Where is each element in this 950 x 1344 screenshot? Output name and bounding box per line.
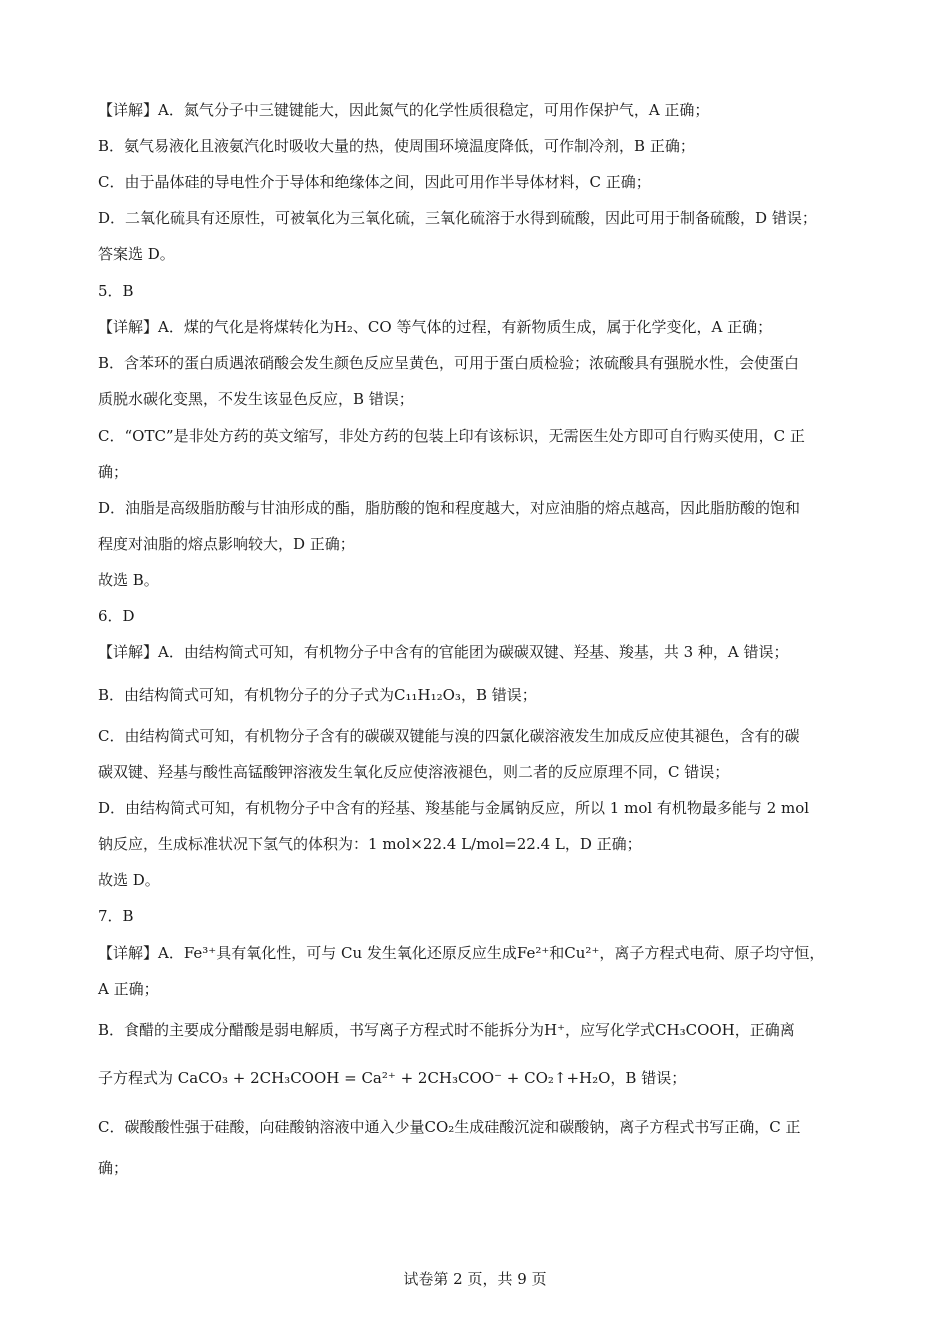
- text-line: D．二氧化硫具有还原性，可被氧化为三氧化硫，三氧化硫溶于水得到硫酸，因此可用于制备硫酸，D 错误；: [98, 209, 817, 227]
- text-line: 碳双键、羟基与酸性高锰酸钾溶液发生氧化反应使溶液褪色，则二者的反应原理不同，C 错误；: [98, 763, 730, 781]
- text-line: 确；: [98, 1159, 129, 1177]
- text-line: 【详解】A．煤的气化是将煤转化为H₂、CO 等气体的过程，有新物质生成，属于化学变化，A 正确；: [98, 318, 773, 336]
- text-line: 【详解】A．由结构简式可知，有机物分子中含有的官能团为碳碳双键、羟基、羧基，共 3 种，A 错误；: [98, 643, 789, 661]
- page-footer: 试卷第 2 页，共 9 页: [403, 1270, 547, 1288]
- text-line: 【详解】A．Fe³⁺具有氧化性，可与 Cu 发生氧化还原反应生成Fe²⁺和Cu²⁺，离子方程式电荷、原子均守恒，: [98, 944, 825, 962]
- text-line: B．含苯环的蛋白质遇浓硝酸会发生颜色反应呈黄色，可用于蛋白质检验；浓硫酸具有强脱水性，会使蛋白: [98, 354, 800, 372]
- text-line: C．由于晶体硅的导电性介于导体和绝缘体之间，因此可用作半导体材料，C 正确；: [98, 173, 651, 191]
- question-number: 7．B: [98, 907, 134, 925]
- text-line: 【详解】A．氮气分子中三键键能大，因此氮气的化学性质很稳定，可用作保护气，A 正确；: [98, 101, 710, 119]
- text-line: 答案选 D。: [98, 245, 175, 263]
- text-line: A 正确；: [98, 980, 159, 998]
- text-line: B．食醋的主要成分醋酸是弱电解质，书写离子方程式时不能拆分为H⁺，应写化学式CH₃COOH，正确离: [98, 1021, 795, 1039]
- text-line: 程度对油脂的熔点影响较大，D 正确；: [98, 535, 355, 553]
- text-line: 确；: [98, 463, 129, 481]
- text-line: 钠反应，生成标准状况下氢气的体积为：1 mol×22.4 L/mol=22.4 L，D 正确；: [98, 835, 642, 853]
- text-line: D．油脂是高级脂肪酸与甘油形成的酯，脂肪酸的饱和程度越大，对应油脂的熔点越高，因此脂肪酸的饱和: [98, 499, 801, 517]
- text-line: C．“OTC”是非处方药的英文缩写，非处方药的包装上印有该标识，无需医生处方即可自行购买使用，C 正: [98, 427, 805, 445]
- question-number: 6．D: [98, 607, 135, 625]
- text-line: B．由结构简式可知，有机物分子的分子式为C₁₁H₁₂O₃，B 错误；: [98, 686, 537, 704]
- text-line: 质脱水碳化变黑，不发生该显色反应，B 错误；: [98, 390, 414, 408]
- text-line: D．由结构简式可知，有机物分子中含有的羟基、羧基能与金属钠反应，所以 1 mol 有机物最多能与 2 mol: [98, 799, 810, 817]
- text-line: B．氨气易液化且液氨汽化时吸收大量的热，使周围环境温度降低，可作制冷剂，B 正确；: [98, 137, 695, 155]
- question-number: 5．B: [98, 282, 134, 300]
- text-line: 故选 B。: [98, 571, 159, 589]
- text-line: C．由结构简式可知，有机物分子含有的碳碳双键能与溴的四氯化碳溶液发生加成反应使其褪色，含有的碳: [98, 727, 800, 745]
- equation-line: 子方程式为 CaCO₃ + 2CH₃COOH = Ca²⁺ + 2CH₃COO⁻ + CO₂↑+H₂O，B 错误；: [98, 1069, 687, 1087]
- text-line: C．碳酸酸性强于硅酸，向硅酸钠溶液中通入少量CO₂生成硅酸沉淀和碳酸钠，离子方程式书写正确，C 正: [98, 1118, 801, 1136]
- text-line: 故选 D。: [98, 871, 160, 889]
